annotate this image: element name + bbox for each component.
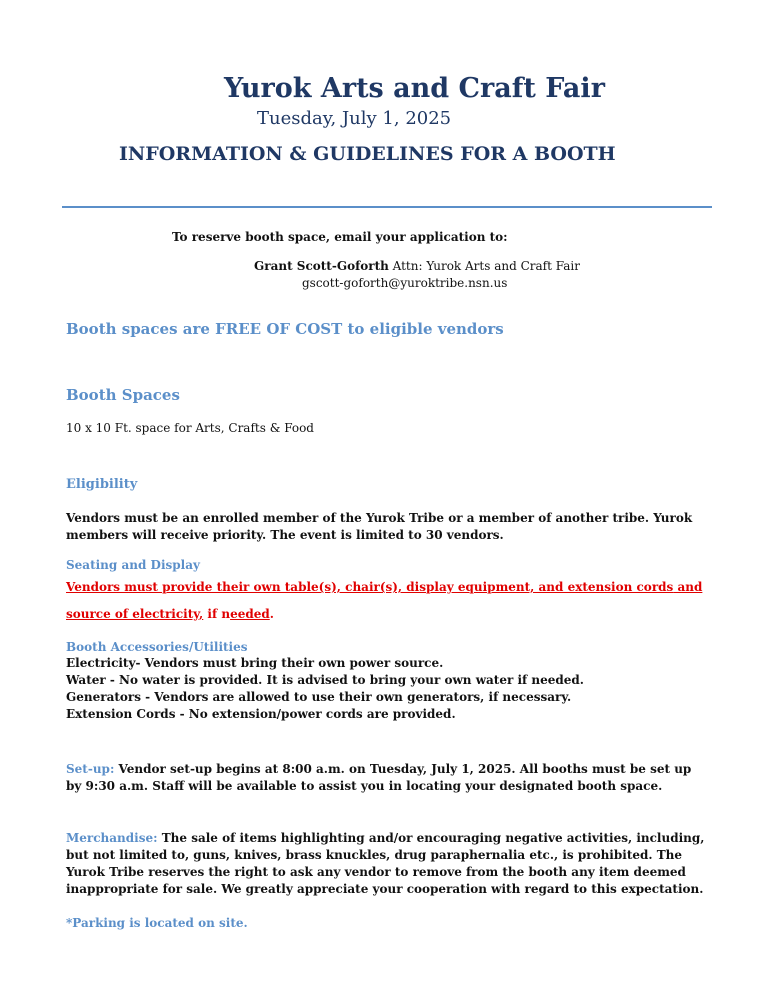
accessory-line-water: Water - No water is provided. It is advised to bring your own water if needed. [66,673,584,687]
seating-text [66,574,706,628]
seating-text-part2: and source of electricity, [66,580,703,621]
eligibility-text: Vendors must be an enrolled member of the Yurok Tribe or a member of another tribe. Yurok members will receive priority. The event is limited to 30 vendors. [66,511,693,542]
merchandise-paragraph [66,830,706,898]
seating-heading: Seating and Display [66,558,200,572]
accessory-line-extension-cords: Extension Cords - No extension/power cords are provided. [66,707,456,721]
free-cost-notice: Booth spaces are FREE OF COST to eligible vendors [66,320,504,338]
contact-line [254,259,580,273]
header-divider [62,206,712,208]
eligibility-heading: Eligibility [66,477,138,492]
seating-text-part5: . [269,607,274,621]
seating-text-part4: eeded [230,607,270,621]
booth-spaces-text: 10 x 10 Ft. space for Arts, Crafts & Food [66,421,314,435]
setup-label: Set-up: [66,762,115,776]
booth-spaces-heading: Booth Spaces [66,386,180,404]
reserve-instructions: To reserve booth space, email your application to: [172,230,508,244]
accessories-heading: Booth Accessories/Utilities [66,640,248,654]
contact-name: Grant Scott-Goforth [254,259,389,273]
merchandise-text: The sale of items highlighting and/or encouraging negative activities, including, but not limited to, guns, knives, brass knuckles, drug paraphernalia etc., is prohibited. The Yurok Tribe reserves the right to ask any vendor to remove from the booth any item deemed inappropriate for sale. We greatly appreciate your cooperation with regard to this expectation. [66,831,705,896]
page-subtitle: INFORMATION & GUIDELINES FOR A BOOTH [119,143,616,165]
page-title: Yurok Arts and Craft Fair [224,73,605,104]
setup-text: Vendor set-up begins at 8:00 a.m. on Tuesday, July 1, 2025. All booths must be set up by 9:30 a.m. Staff will be available to assist you in locating your designated booth space. [66,762,692,793]
seating-text-part3: if n [203,607,231,621]
setup-paragraph [66,761,706,795]
accessory-line-electricity: Electricity- Vendors must bring their own power source. [66,656,444,670]
seating-text-part1: Vendors must provide their own table(s), chair(s), display equipment, and extension cords [66,580,674,594]
parking-note: *Parking is located on site. [66,916,248,930]
contact-attn: Attn: Yurok Arts and Craft Fair [388,259,580,273]
event-date: Tuesday, July 1, 2025 [257,108,452,129]
contact-email[interactable]: gscott-goforth@yuroktribe.nsn.us [302,276,508,290]
merchandise-label: Merchandise: [66,831,158,845]
accessory-line-generators: Generators - Vendors are allowed to use their own generators, if necessary. [66,690,572,704]
